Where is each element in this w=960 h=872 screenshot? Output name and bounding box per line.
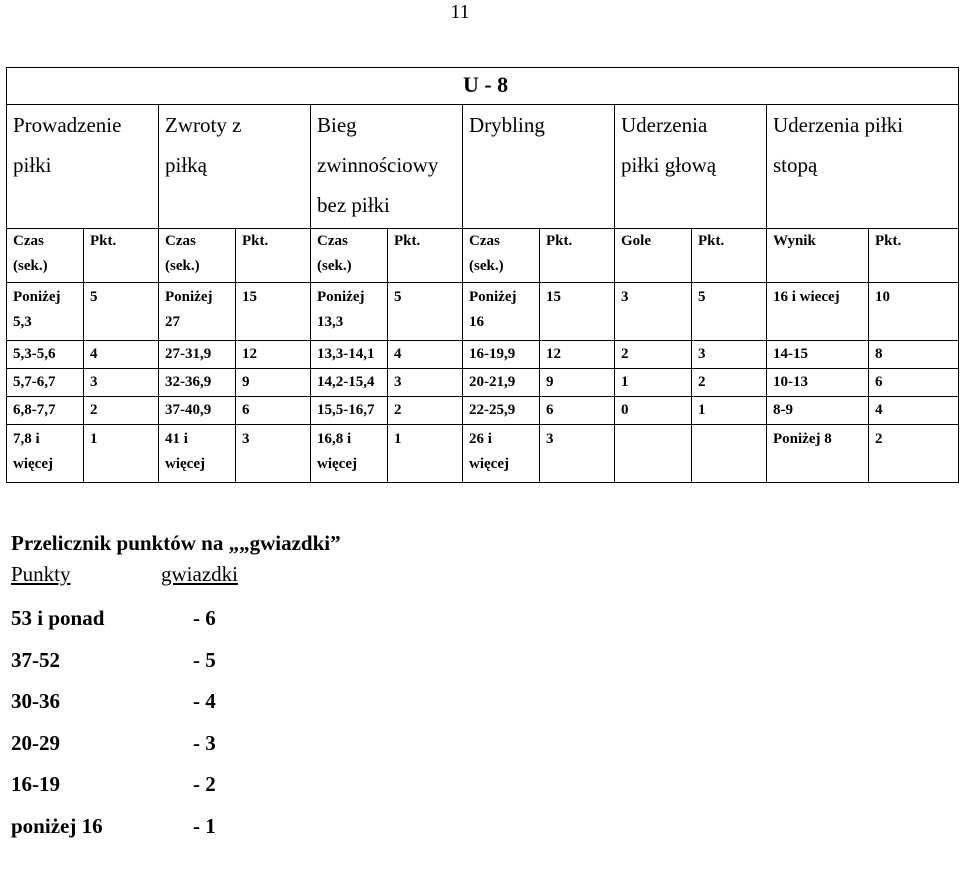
header-agility-run: Bieg zwinnościowy bez piłki (311, 105, 463, 229)
table-title: U - 8 (7, 68, 959, 105)
table-row: 5,3-5,6 4 27-31,9 12 13,3-14,1 4 16-19,9 12 2 3 14-15 8 (7, 341, 959, 369)
subheader-row (7, 229, 959, 283)
subheader-goals: Gole (615, 229, 692, 283)
header-foot-shots: Uderzenia piłki stopą (767, 105, 959, 229)
converter-row: 37-52 - 5 (11, 647, 216, 672)
header-turns-with-ball: Zwroty z piłką (159, 105, 311, 229)
header-headers: Uderzenia piłki głową (615, 105, 767, 229)
table-row: Poniżej 5,3 5 Poniżej 27 15 Poniżej 13,3 5 Poniżej 16 15 3 5 16 i wiecej 10 (7, 283, 959, 341)
subheader-points: Pkt. (540, 229, 615, 283)
converter-header (11, 561, 341, 587)
subheader-points: Pkt. (84, 229, 159, 283)
subheader-time: Czas (sek.) (159, 229, 236, 283)
stars-converter (11, 528, 341, 853)
scoring-table (6, 67, 959, 483)
subheader-points: Pkt. (236, 229, 311, 283)
subheader-points: Pkt. (388, 229, 463, 283)
subheader-result: Wynik (767, 229, 869, 283)
table-row: 5,7-6,7 3 32-36,9 9 14,2-15,4 3 20-21,9 9 1 2 10-13 6 (7, 369, 959, 397)
table-row: 7,8 i więcej 1 41 i więcej 3 16,8 i więcej 1 26 i więcej 3 Poniżej 8 2 (7, 425, 959, 483)
subheader-points: Pkt. (692, 229, 767, 283)
converter-row: 20-29 - 3 (11, 730, 216, 755)
subheader-time: Czas (sek.) (311, 229, 388, 283)
subheader-time: Czas (sek.) (463, 229, 540, 283)
converter-row: poniżej 16 - 1 (11, 813, 216, 838)
converter-title: Przelicznik punktów na „„gwiazdki” (11, 531, 341, 555)
page-number: 11 (450, 1, 470, 23)
points-column-header: Punkty (11, 562, 71, 586)
converter-row: 16-19 - 2 (11, 772, 216, 796)
converter-row: 53 i ponad - 6 (11, 606, 216, 630)
converter-row: 30-36 - 4 (11, 689, 216, 713)
header-dribbling: Drybling (463, 105, 615, 229)
table-row: 6,8-7,7 2 37-40,9 6 15,5-16,7 2 22-25,9 6 0 1 8-9 4 (7, 397, 959, 425)
header-dribbling-ball: Prowadzenie piłki (7, 105, 159, 229)
stars-column-header: gwiazdki (161, 562, 238, 586)
subheader-points: Pkt. (869, 229, 959, 283)
subheader-time: Czas (sek.) (7, 229, 84, 283)
